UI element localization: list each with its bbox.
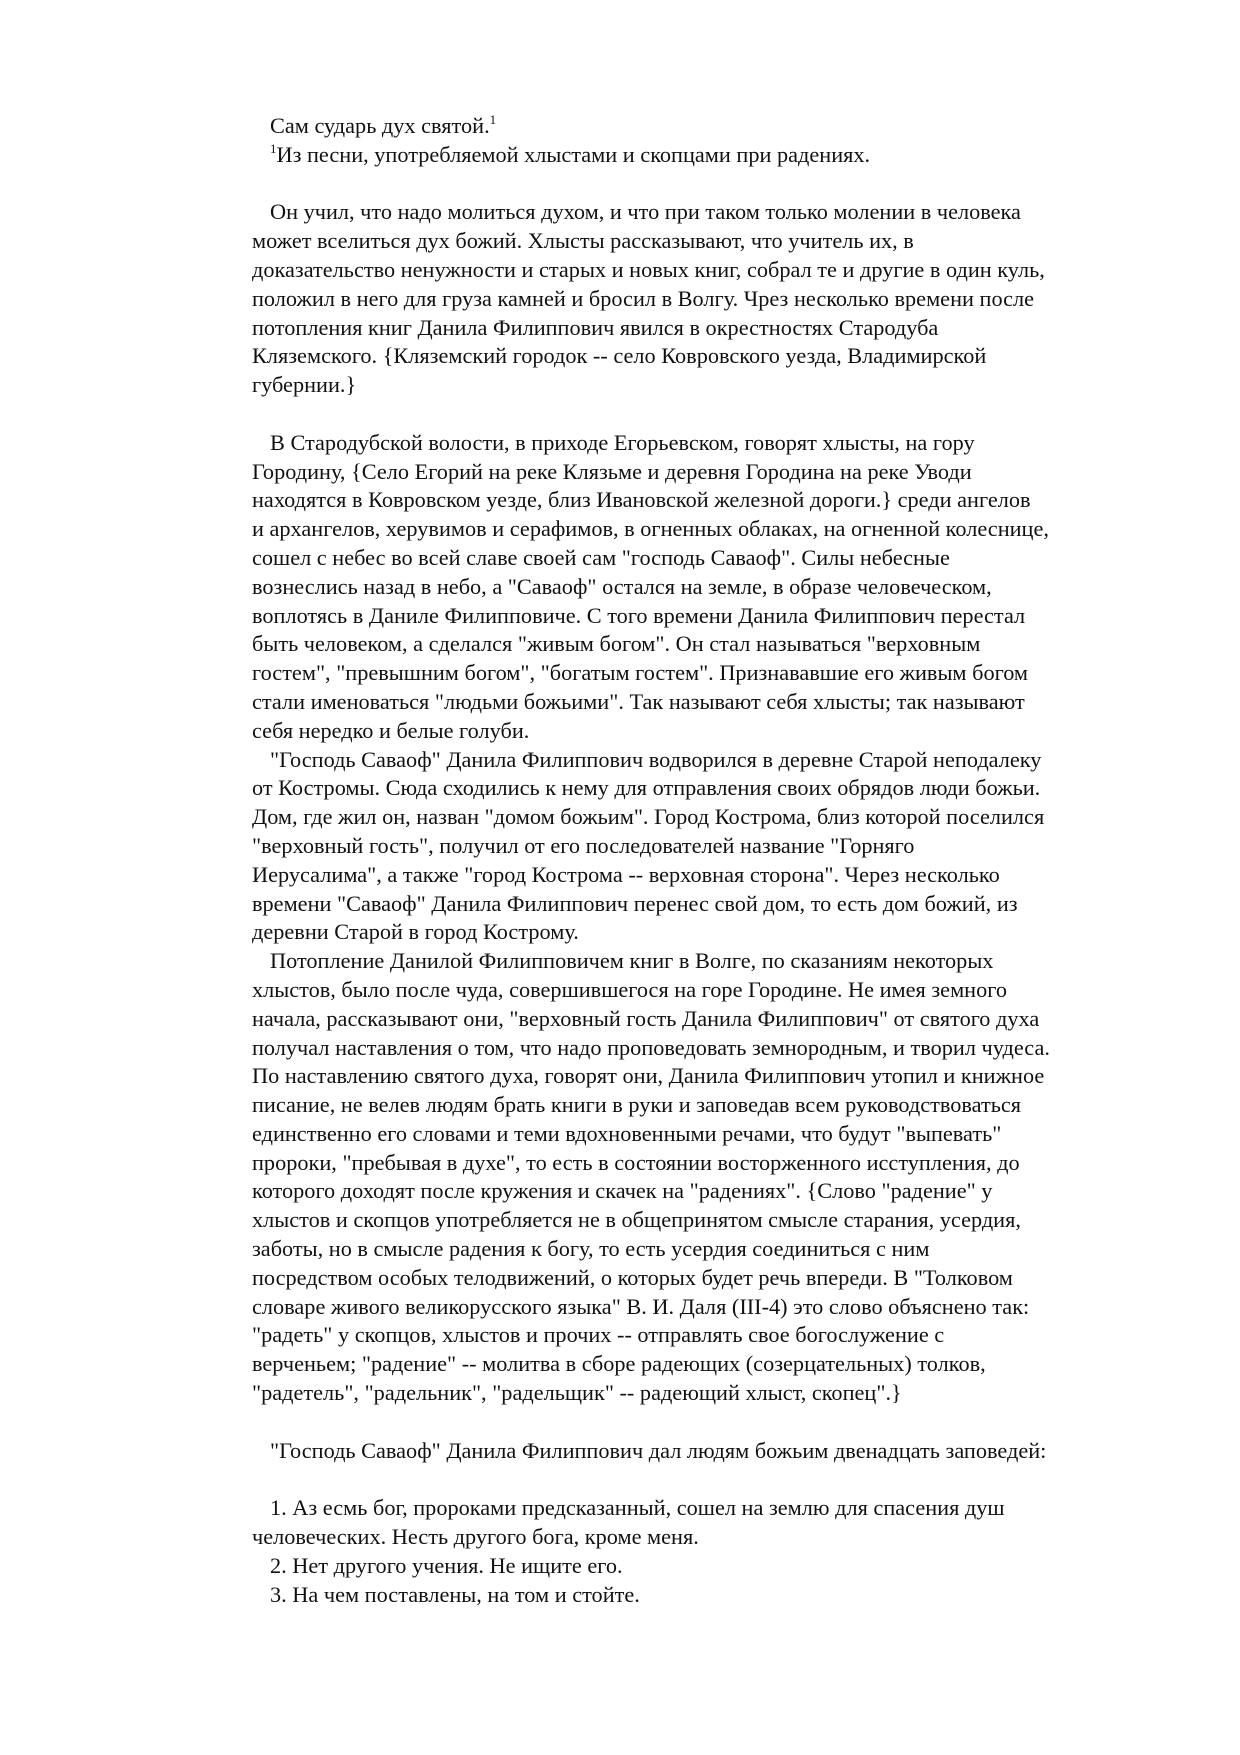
text-line: заботы, но в смысле радения к богу, то есть усердия соединиться с ним — [252, 1236, 930, 1262]
text-line: "Господь Саваоф" Данила Филиппович водворился в деревне Старой неподалеку — [270, 746, 1042, 772]
text-line: сошел с небес во всей славе своей сам "господь Саваоф". Силы небесные — [252, 544, 950, 570]
text-line: писание, не велев людям брать книги в руки и заповедав всем руководствоваться — [252, 1092, 1022, 1118]
text-line: вознеслись назад в небо, а "Саваоф" остался на земле, в образе человеческом, — [252, 573, 992, 599]
text-line: Потопление Данилой Филипповичем книг в Волге, по сказаниям некоторых — [270, 948, 994, 974]
list-item — [252, 1552, 1154, 1581]
text-line: находятся в Ковровском уезде, близ Ивановской железной дороги.} среди ангелов — [252, 487, 1031, 513]
text-line: Он учил, что надо молиться духом, и что при таком только молении в человека — [270, 199, 1021, 225]
list-item — [252, 1494, 1154, 1552]
text-line: 3. На чем поставлены, на том и стойте. — [270, 1581, 640, 1607]
text-line: быть человеком, а сделался "живым богом". Он стал называться "верховным — [252, 631, 981, 657]
footnote-mark: 1 — [270, 140, 277, 156]
text-line: которого доходят после кружения и скачек на "радениях". {Слово "радение" у — [252, 1178, 993, 1204]
text-line: воплотясь в Даниле Филипповиче. С того времени Данила Филиппович перестал — [252, 602, 1026, 628]
text-line: "радетель", "радельник", "радельщик" -- радеющий хлыст, скопец".} — [252, 1380, 902, 1406]
commandments-list — [252, 1494, 1154, 1609]
text-line: верченьем; "радение" -- молитва в сборе радеющих (созерцательных) толков, — [252, 1351, 986, 1377]
text-line: единственно его словами и теми вдохновенными речами, что будут "выпевать" — [252, 1120, 1002, 1146]
text-line: от Костромы. Сюда сходились к нему для отправления своих обрядов люди божьи. — [252, 775, 1041, 801]
paragraph-5: "Господь Саваоф" Данила Филиппович дал людям божьим двенадцать заповедей: — [270, 1437, 1047, 1463]
text-line: Иерусалима", а также "город Кострома -- верховная сторона". Через несколько — [252, 861, 1000, 887]
text-line: Городину, {Село Егорий на реке Клязьме и деревня Городина на реке Уводи — [252, 458, 972, 484]
text-line: посредством особых телодвижений, о которых будет речь впереди. В "Толковом — [252, 1264, 1013, 1290]
text-line: может вселиться дух божий. Хлысты рассказывают, что учитель их, в — [252, 228, 914, 254]
text-line: потопления книг Данила Филиппович явился в окрестностях Стародуба — [252, 314, 939, 340]
text-line: В Стародубской волости, в приходе Егорьевском, говорят хлысты, на гору — [270, 429, 975, 455]
text-line: По наставлению святого духа, говорят они, Данила Филиппович утопил и книжное — [252, 1063, 1045, 1089]
text-line: "радеть" у скопцов, хлыстов и прочих -- отправлять свое богослужение с — [252, 1322, 945, 1348]
footnote: $^1$Из песни, употребляемой хлыстами и скопцами при радениях. — [270, 140, 871, 167]
text-line: деревни Старой в город Кострому. — [252, 919, 579, 945]
text-line: словаре живого великорусского языка" В. И. Даля (III-4) это слово объяснено так: — [252, 1293, 1030, 1319]
text-line: гостем", "превышним богом", "богатым гостем". Признававшие его живым богом — [252, 660, 1029, 686]
text-line: Кляземского. {Кляземский городок -- село Ковровского уезда, Владимирской — [252, 343, 987, 369]
list-item — [252, 1581, 1154, 1610]
text-line: пророки, "пребывая в духе", то есть в состоянии восторженного исступления, до — [252, 1149, 1020, 1175]
text-line: губернии.} — [252, 372, 357, 398]
text-line: Дом, где жил он, назван "домом божьим". Город Кострома, близ которой поселился — [252, 804, 1045, 830]
text-line: 2. Нет другого учения. Не ищите его. — [270, 1552, 623, 1578]
text-line: себя нередко и белые голуби. — [252, 717, 530, 743]
text-line: положил в него для груза камней и бросил в Волгу. Чрез несколько времени после — [252, 285, 1035, 311]
text-line: доказательство ненужности и старых и новых книг, собрал те и другие в один куль, — [252, 256, 1045, 282]
text-line: получал наставления о том, что надо проповедовать земнородным, и творил чудеса. — [252, 1034, 1050, 1060]
text-line: 1. Аз есмь бог, пророками предсказанный, сошел на землю для спасения душ — [270, 1495, 1005, 1521]
text-line: стали именоваться "людьми божьими". Так называют себя хлысты; так называют — [252, 688, 1025, 714]
text-line: хлыстов и скопцов употребляется не в общепринятом смысле старания, усердия, — [252, 1207, 1021, 1233]
text-line: начала, рассказывают они, "верховный гость Данила Филиппович" от святого духа — [252, 1005, 1040, 1031]
text-line: человеческих. Несть другого бога, кроме меня. — [252, 1524, 699, 1550]
text-line: и архангелов, херувимов и серафимов, в огненных облаках, на огненной колеснице, — [252, 516, 1049, 542]
footnote-reference[interactable]: 1 — [489, 112, 497, 127]
text-line: времени "Саваоф" Данила Филиппович перенес свой дом, то есть дом божий, из — [252, 890, 1018, 916]
paragraph-4 — [252, 947, 1154, 1408]
paragraph-2 — [252, 429, 1154, 746]
document-page — [252, 112, 1154, 1609]
verse-line: Сам сударь дух святой.$^1$ — [270, 112, 497, 138]
paragraph-1 — [252, 198, 1154, 400]
paragraph-3 — [252, 746, 1154, 948]
text-line: хлыстов, было после чуда, совершившегося на горе Городине. Не имея земного — [252, 976, 1008, 1002]
text-line: "верховный гость", получил от его последователей название "Горняго — [252, 832, 915, 858]
